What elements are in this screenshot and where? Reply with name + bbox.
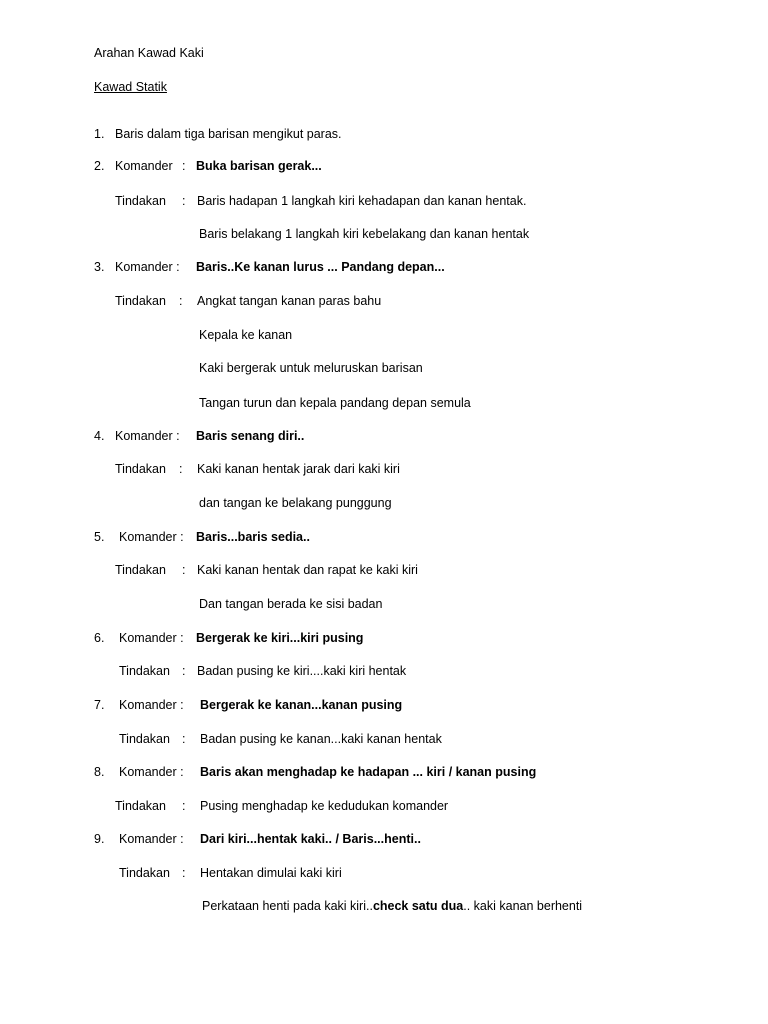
action-text: Badan pusing ke kanan...kaki kanan hentak [200, 732, 442, 746]
action-text: Hentakan dimulai kaki kiri [200, 866, 342, 880]
tindakan-label: Tindakan [115, 563, 166, 577]
action-text-bold: check satu dua [372, 899, 464, 913]
command-text: Buka barisan gerak... [196, 159, 322, 173]
item-number: 4. [94, 429, 105, 443]
command-text: Dari kiri...hentak kaki.. / Baris...henti.. [200, 832, 421, 846]
item-number: 7. [94, 698, 105, 712]
item-number: 1. [94, 127, 105, 141]
item-number: 2. [94, 159, 105, 173]
action-text: Kepala ke kanan [199, 328, 293, 342]
action-text: Kaki kanan hentak dan rapat ke kaki kiri [197, 563, 418, 577]
komander-separator: : [182, 159, 186, 173]
komander-label: Komander : [119, 530, 184, 544]
command-text: Baris..Ke kanan lurus ... Pandang depan... [196, 260, 445, 274]
command-text: Bergerak ke kanan...kanan pusing [200, 698, 403, 712]
tindakan-label: Tindakan [119, 664, 170, 678]
action-text: Pusing menghadap ke kedudukan komander [200, 799, 449, 813]
tindakan-separator: : [182, 664, 186, 678]
komander-label: Komander : [115, 429, 180, 443]
document-title: Arahan Kawad Kaki [94, 46, 204, 60]
tindakan-label: Tindakan [115, 462, 166, 476]
item-number: 6. [94, 631, 105, 645]
komander-label: Komander : [115, 260, 180, 274]
action-text: Kaki kanan hentak jarak dari kaki kiri [197, 462, 400, 476]
tindakan-separator: : [179, 294, 183, 308]
tindakan-label: Tindakan [115, 799, 166, 813]
item-number: 5. [94, 530, 105, 544]
komander-label: Komander : [119, 631, 184, 645]
tindakan-separator: : [182, 563, 186, 577]
action-text: Baris hadapan 1 langkah kiri kehadapan dan kanan hentak. [197, 194, 527, 208]
command-text: Baris akan menghadap ke hadapan ... kiri / kanan pusing [200, 765, 537, 779]
action-text: Angkat tangan kanan paras bahu [197, 294, 382, 308]
tindakan-label: Tindakan [115, 294, 166, 308]
action-text: dan tangan ke belakang punggung [199, 496, 392, 510]
action-text: Badan pusing ke kiri....kaki kiri hentak [197, 664, 407, 678]
item-number: 3. [94, 260, 105, 274]
komander-label: Komander : [119, 698, 184, 712]
item-number: 9. [94, 832, 105, 846]
komander-label: Komander : [119, 832, 184, 846]
tindakan-label: Tindakan [119, 732, 170, 746]
tindakan-label: Tindakan [115, 194, 166, 208]
tindakan-separator: : [182, 732, 186, 746]
section-heading: Kawad Statik [94, 80, 167, 94]
action-text-mixed [202, 898, 582, 914]
komander-label: Komander [115, 159, 173, 173]
action-text: Tangan turun dan kepala pandang depan semula [199, 396, 471, 410]
tindakan-separator: : [182, 799, 186, 813]
command-text: Bergerak ke kiri...kiri pusing [196, 631, 364, 645]
command-text: Baris senang diri.. [196, 429, 305, 443]
action-text: Kaki bergerak untuk meluruskan barisan [199, 361, 423, 375]
action-text: Dan tangan berada ke sisi badan [199, 597, 383, 611]
item-text: Baris dalam tiga barisan mengikut paras. [115, 127, 342, 141]
action-text: Baris belakang 1 langkah kiri kebelakang dan kanan hentak [199, 227, 530, 241]
tindakan-label: Tindakan [119, 866, 170, 880]
tindakan-separator: : [182, 194, 186, 208]
tindakan-separator: : [179, 462, 183, 476]
action-text-part: Perkataan henti pada kaki kiri.. [202, 899, 373, 913]
komander-label: Komander : [119, 765, 184, 779]
tindakan-separator: : [182, 866, 186, 880]
item-number: 8. [94, 765, 105, 779]
command-text: Baris...baris sedia.. [196, 530, 310, 544]
action-text-part: .. kaki kanan berhenti [463, 899, 583, 913]
